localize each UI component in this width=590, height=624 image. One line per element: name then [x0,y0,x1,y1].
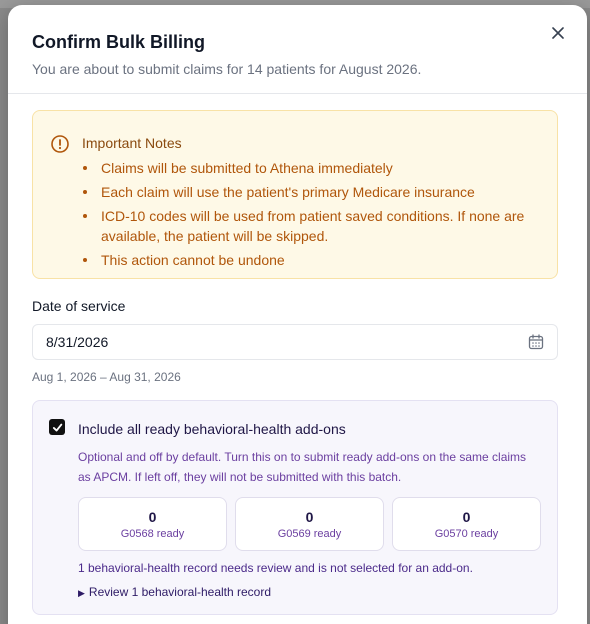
behavioral-health-addons-card [32,400,558,615]
include-bh-addons-checkbox[interactable] [49,419,65,435]
stat-g0568 [78,497,227,551]
stat-value: 0 [148,509,157,525]
bh-addons-description: Optional and off by default. Turn this on to submit ready add-ons on the same claims as APCM. If left off, they will not be submitted with this batch. [78,450,527,484]
stat-value: 0 [462,509,471,525]
stat-g0569 [235,497,384,551]
close-icon [552,27,564,39]
date-of-service-input[interactable] [32,324,558,360]
note-item: ICD-10 codes will be used from patient saved conditions. If none are available, the patient will be skipped. [82,206,552,246]
dialog-title: Confirm Bulk Billing [32,32,205,52]
date-of-service-range: Aug 1, 2026 – Aug 31, 2026 [32,370,181,384]
review-bh-record-toggle[interactable] [78,585,271,599]
confirm-bulk-billing-dialog [8,5,587,624]
stat-label: G0568 ready [120,528,185,540]
note-item: This action cannot be undone [82,250,552,270]
stat-g0570 [392,497,541,551]
header-divider [8,93,587,94]
close-button[interactable] [548,23,568,43]
bh-review-note: 1 behavioral-health record needs review and is not selected for an add-on. [78,561,473,575]
date-of-service-label: Date of service [32,298,126,314]
calendar-icon[interactable] [528,334,544,350]
notes-list [82,158,552,274]
note-item: Claims will be submitted to Athena immediately [82,158,552,178]
review-bh-record-label: Review 1 behavioral-health record [88,585,272,599]
dialog-subtitle: You are about to submit claims for 14 patients for August 2026. [32,61,422,77]
stat-value: 0 [305,509,314,525]
checkmark-icon [52,422,63,433]
disclosure-triangle-icon: ▶ [78,588,85,598]
note-item: Each claim will use the patient's primary Medicare insurance [82,182,552,202]
important-notes-panel [32,110,558,279]
notes-title: Important Notes [82,135,182,151]
alert-circle-icon [50,134,70,154]
date-of-service-value: 8/31/2026 [46,334,109,350]
stat-label: G0569 ready [277,528,342,540]
stat-label: G0570 ready [434,528,499,540]
include-bh-addons-label[interactable]: Include all ready behavioral-health add-ons [78,421,346,437]
